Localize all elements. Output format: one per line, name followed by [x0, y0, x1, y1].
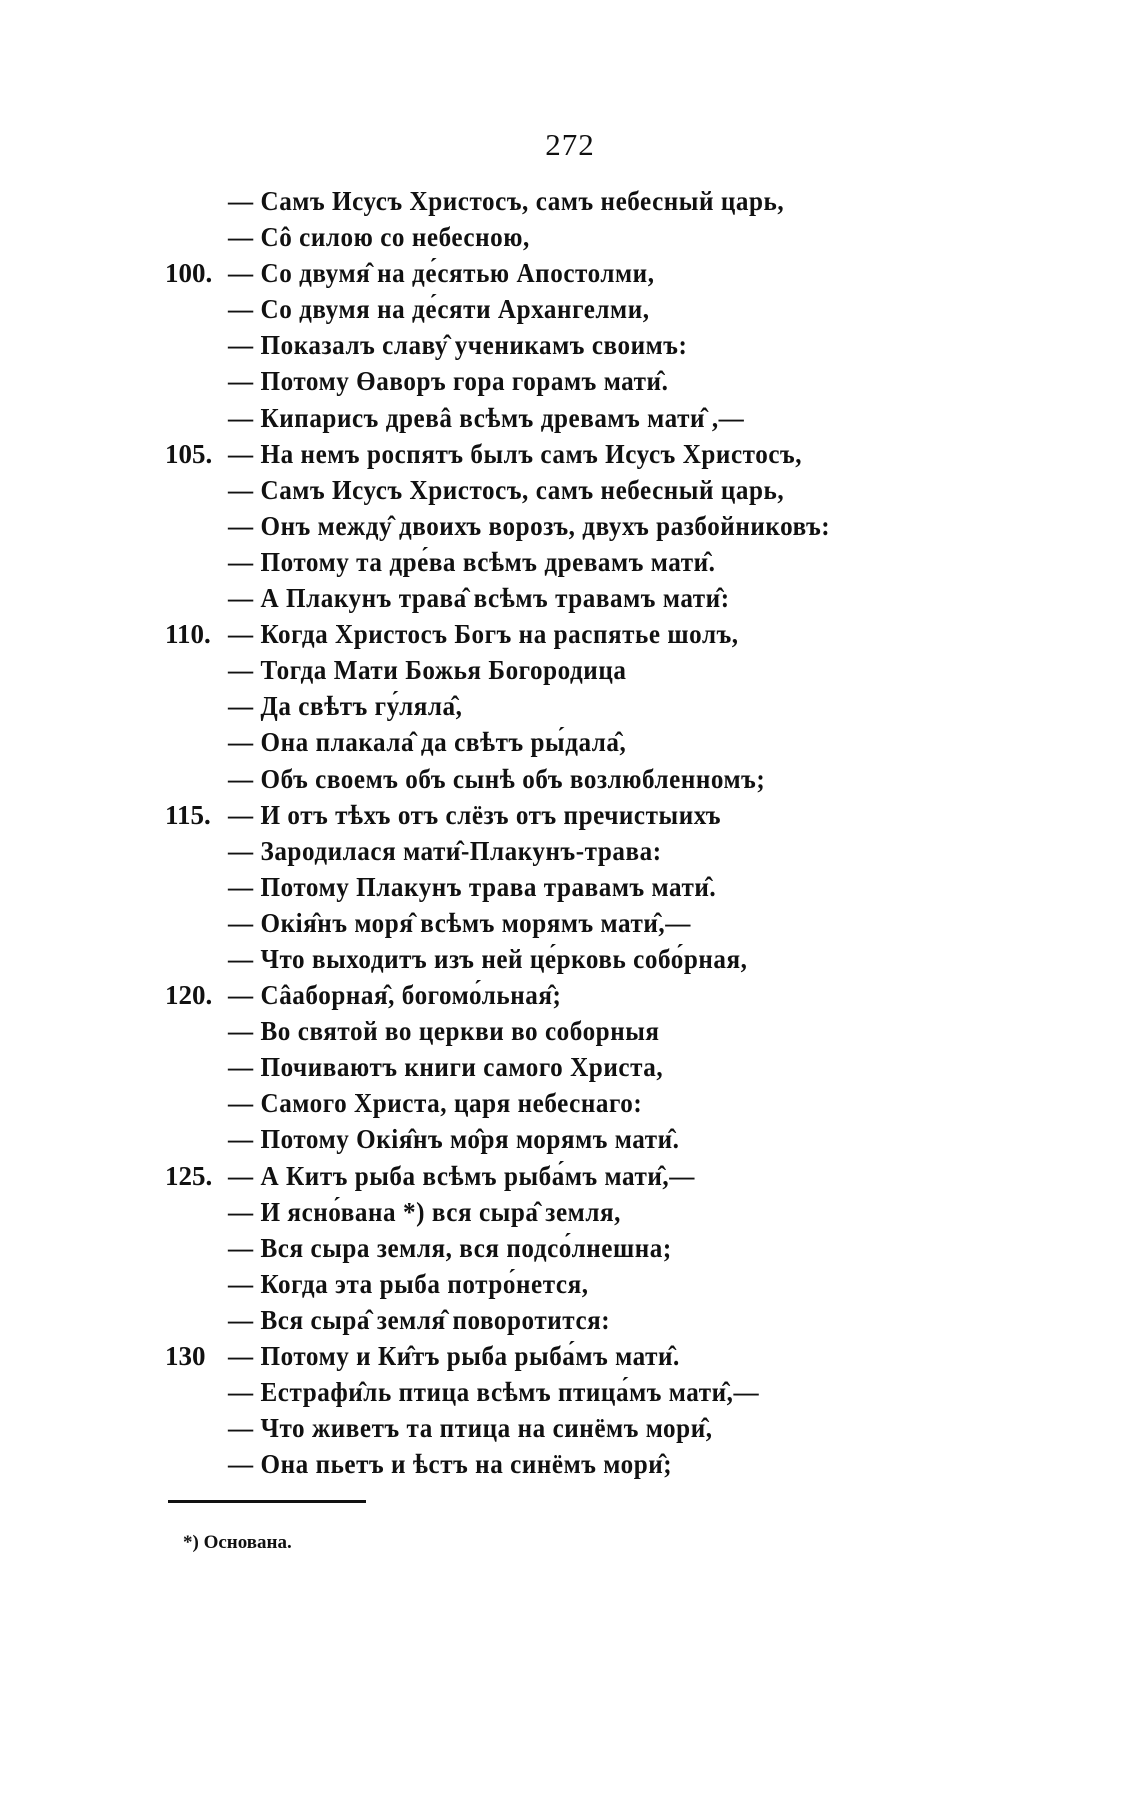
- verse-line: [0, 1121, 1140, 1157]
- verse-number: 100.: [165, 258, 213, 289]
- verse-line: [0, 363, 1140, 399]
- verse-text: — Потому та дре́ва всѣмъ древамъ мати̂.: [228, 546, 716, 577]
- verse-text: — Со двумя на де́сяти Архангелми,: [228, 294, 650, 325]
- verse-number: 120.: [165, 980, 213, 1011]
- verse-line: [0, 1446, 1140, 1482]
- verse-text: — Самого Христа, царя небеснаго:: [228, 1088, 643, 1119]
- verse-number: 130: [165, 1341, 206, 1371]
- verse-text: — Тогда Мати Божья Богородица: [228, 655, 627, 686]
- verse-line: [0, 508, 1140, 544]
- verse-text: — Она пьетъ и ѣстъ на синёмъ мори̂;: [228, 1449, 673, 1480]
- verse-line: [0, 472, 1140, 508]
- verse-text: — Окія̂нъ моря̂ всѣмъ морямъ мати̂,—: [228, 907, 691, 938]
- footnote-divider: [168, 1500, 366, 1503]
- footnote: *) Основана.: [183, 1532, 292, 1553]
- verse-text: — Вся сыра̂ земля̂ поворотится:: [228, 1304, 611, 1335]
- verse-text: — Зародилася мати̂-Плакунъ-трава:: [228, 835, 662, 866]
- verse-text: — Во святой во церкви во соборныя: [228, 1016, 660, 1047]
- verse-text: — Что живетъ та птица на синёмъ мори̂,: [228, 1413, 713, 1444]
- verse-text: — Cô силою со небесною,: [228, 222, 530, 253]
- verse-line: [0, 905, 1140, 941]
- verse-text: — Самъ Исусъ Христосъ, самъ небесный царь,: [228, 474, 785, 505]
- verse-text: — Почиваютъ книги самого Христа,: [228, 1052, 664, 1083]
- verse-line: [0, 1266, 1140, 1302]
- verse-line: [0, 436, 1140, 472]
- verse-text: — Онъ между̂ двоихъ ворозъ, двухъ разбойниковъ:: [228, 510, 831, 541]
- page-number: 272: [545, 127, 595, 162]
- verse-line: [0, 797, 1140, 833]
- verse-text: — А Китъ рыба всѣмъ рыба́мъ мати̂,—: [228, 1160, 695, 1191]
- verse-number: 105.: [165, 438, 213, 469]
- verse-line: [0, 869, 1140, 905]
- verse-line: [0, 1302, 1140, 1338]
- verse-number: 110.: [165, 619, 211, 650]
- verse-text: — Потому и Ки̂тъ рыба рыба́мъ мати̂.: [228, 1341, 680, 1371]
- verse-line: [0, 1374, 1140, 1410]
- verse-line: [0, 1230, 1140, 1266]
- verse-text: — На немъ роспятъ былъ самъ Исусъ Христосъ,: [228, 438, 803, 469]
- verse-number: 125.: [165, 1160, 213, 1191]
- verse-text: — А Плакунъ трава̂ всѣмъ травамъ мати̂:: [228, 583, 730, 614]
- verse-text: — Что выходитъ изъ ней це́рковь собо́рная,: [228, 943, 748, 974]
- verse-text: — Она плакала̂ да свѣтъ ры́дала̂,: [228, 727, 627, 758]
- verse-text: — Вся сыра земля, вся подсо́лнешна;: [228, 1232, 672, 1263]
- verse-text: — Кипарисъ древâ всѣмъ древамъ мати̂ ,—: [228, 402, 745, 433]
- verse-line: [0, 327, 1140, 363]
- verse-number: 115.: [165, 799, 211, 830]
- verse-text: — Да свѣтъ гу́ляла̂,: [228, 691, 463, 722]
- verse-line: [0, 688, 1140, 724]
- verse-list: [0, 183, 1140, 1482]
- verse-line: [0, 1085, 1140, 1121]
- verse-line: [0, 652, 1140, 688]
- verse-text: — Когда эта рыба потро́нется,: [228, 1268, 589, 1299]
- verse-line: [0, 616, 1140, 652]
- verse-text: — Объ своемъ объ сынѣ объ возлюбленномъ;: [228, 763, 766, 794]
- verse-line: [0, 1410, 1140, 1446]
- verse-text: — Потому Плакунъ трава травамъ мати̂.: [228, 871, 717, 902]
- verse-text: — Потому Өаворъ гора горамъ мати̂.: [228, 366, 669, 397]
- verse-text: — Потому Окія̂нъ мо̂ря морямъ мати̂.: [228, 1124, 680, 1155]
- verse-line: [0, 1013, 1140, 1049]
- verse-line: [0, 183, 1140, 219]
- verse-line: [0, 219, 1140, 255]
- verse-text: — И отъ тѣхъ отъ слёзъ отъ пречистыихъ: [228, 799, 722, 830]
- verse-line: [0, 255, 1140, 291]
- verse-line: [0, 1158, 1140, 1194]
- verse-text: — Показалъ славу̂ ученикамъ своимъ:: [228, 330, 688, 361]
- verse-text: — И ясно́вана *) вся сыра̂ земля,: [228, 1196, 621, 1227]
- verse-line: [0, 291, 1140, 327]
- verse-text: — Естрафи̂ль птица всѣмъ птица́мъ мати̂,—: [228, 1377, 760, 1408]
- verse-line: [0, 761, 1140, 797]
- verse-text: — Самъ Исусъ Христосъ, самъ небесный царь,: [228, 186, 785, 216]
- verse-line: [0, 724, 1140, 760]
- verse-line: [0, 1049, 1140, 1085]
- verse-text: — Сâаборная̂, богомо́льная̂;: [228, 980, 562, 1011]
- verse-line: [0, 544, 1140, 580]
- verse-line: [0, 977, 1140, 1013]
- verse-line: [0, 941, 1140, 977]
- verse-line: [0, 400, 1140, 436]
- verse-line: [0, 1194, 1140, 1230]
- verse-line: [0, 580, 1140, 616]
- verse-line: [0, 833, 1140, 869]
- verse-text: — Когда Христосъ Богъ на распятье шолъ,: [228, 619, 739, 650]
- verse-line: [0, 1338, 1140, 1374]
- verse-text: — Со двумя̂ на де́сятью Апостолми,: [228, 258, 655, 289]
